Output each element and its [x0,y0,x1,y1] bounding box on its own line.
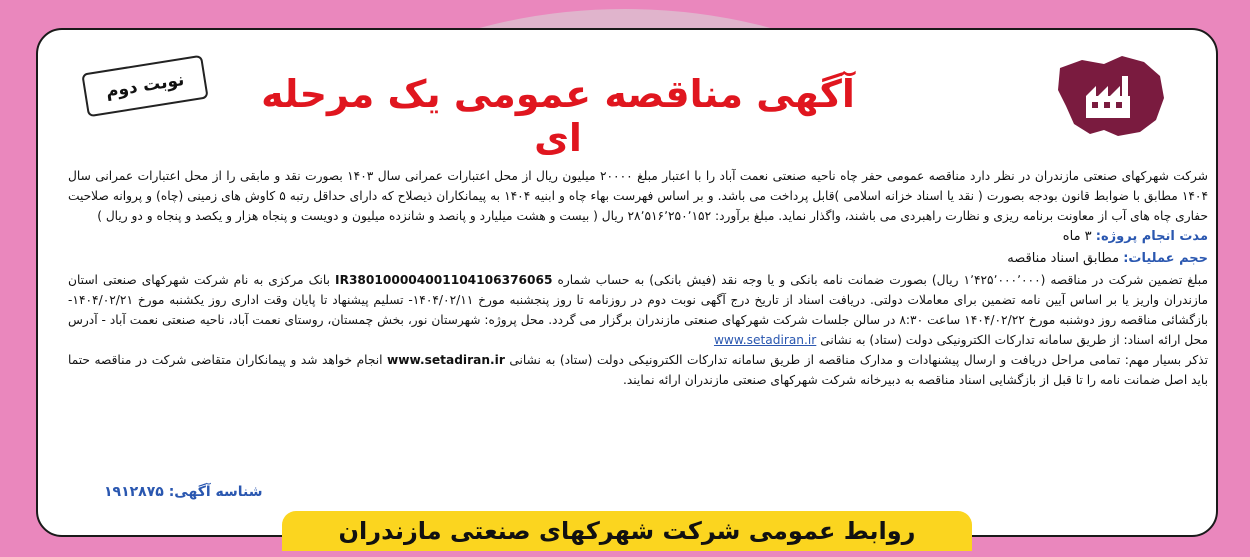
ad-code [104,484,263,500]
edition-badge: نوبت دوم [81,55,208,118]
factory-map-icon [1052,50,1172,155]
guarantee-paragraph [68,270,1208,350]
duration-line [68,226,1208,248]
guarantee-details: بانک مرکزی به نام شرکت شهرکهای صنعتی استان مازندران واریز یا بر اساس آیین نامه تضمین برای معاملات دولتی. دریافت اسناد از تاریخ درج آگهی نوبت دوم در روزنامه تا روز پنجشنبه مورخ ۱۴۰۴/۰۲/۱۱- تسلیم پیشنهاد تا پایان وقت اداری روز یکشنبه مورخ ۱۴۰۴/۰۲/۲۱- بازگشائی مناقصه روز دوشنبه مورخ ۱۴۰۴/۰۲/۲۲ ساعت ۸:۳۰ در سالن جلسات شرکت شهرکهای صنعتی مازندران برگزار می گردد. محل پروژه: شهرستان نور، بخش چمستان، روستای نعمت آباد، ناحیه صنعتی نعمت آباد - آدرس محل ارائه اسناد: از طریق سامانه تدارکات الکترونیکی دولت (ستاد) به نشانی [68,273,1208,347]
setad-link[interactable]: www.setadiran.ir [713,333,817,347]
ad-title: آگهی مناقصه عمومی یک مرحله ای [261,72,855,160]
duration-label: مدت انجام پروژه: [1095,229,1208,244]
footer-banner: روابط عمومی شرکت شهرکهای صنعتی مازندران [282,511,972,551]
setad-address: www.setadiran.ir [387,353,505,367]
volume-line [68,248,1208,270]
ad-body [68,166,1208,390]
notice-paragraph [68,350,1208,390]
notice-text: تذکر بسیار مهم: تمامی مراحل دریافت و ارسال پیشنهادات و مدارک مناقصه از طریق سامانه تدارکات الکترونیکی دولت (ستاد) به نشانی [509,353,1209,367]
intro-paragraph: شرکت شهرکهای صنعتی مازندران در نظر دارد مناقصه عمومی حفر چاه ناحیه صنعتی نعمت آباد را با اعتبار مبلغ ۲۰۰۰۰ میلیون ریال از محل اعتبارات عمرانی سال ۱۴۰۳ بصورت نقد و مابقی را از محل اعتبارات عمرانی سال ۱۴۰۴ مطابق با ضوابط قانون بودجه بصورت ( نقد یا اسناد خزانه اسلامی )قابل پرداخت می باشد. و بر اساس فهرست بهاء چاه و ابنیه ۱۴۰۴ به پیمانکاران ذیصلاح که دارای حداقل رتبه ۵ کاوش های زمینی (چاه) و پروانه صلاحیت حفاری چاه های آب از معاونت برنامه ریزی و نظارت راهبردی می باشند، واگذار نماید. مبلغ برآورد: ۲۸٬۵۱۶٬۲۵۰٬۱۵۲ ریال ( بیست و هشت میلیارد و پانصد و شانزده میلیون و دویست و پنجاه هزار و یکصد و پنجاه و دو ریال ) [68,169,1209,223]
duration-value: ۳ ماه [1062,229,1092,244]
volume-label: حجم عملیات: [1123,251,1208,266]
account-number: IR380100004001104106376065 [335,273,553,287]
notice-details: انجام خواهد شد و پیمانکاران متقاضی شرکت در مناقصه حتما باید اصل ضمانت نامه را تا قبل از بازگشایی اسناد مناقصه به دبیرخانه شرکت شهرکهای صنعتی مازندران ارائه نمایند. [68,353,1208,387]
guarantee-text: مبلغ تضمین شرکت در مناقصه (۱٬۴۲۵٬۰۰۰٬۰۰۰ ریال) بصورت ضمانت نامه بانکی و یا وجه نقد (فیش بانکی) به حساب شماره [557,273,1209,287]
ad-code-value: ۱۹۱۲۸۷۵ [104,484,164,500]
volume-value: مطابق اسناد مناقصه [1007,251,1120,266]
ad-frame [36,28,1218,537]
ad-code-label: شناسه آگهی: [168,484,263,500]
